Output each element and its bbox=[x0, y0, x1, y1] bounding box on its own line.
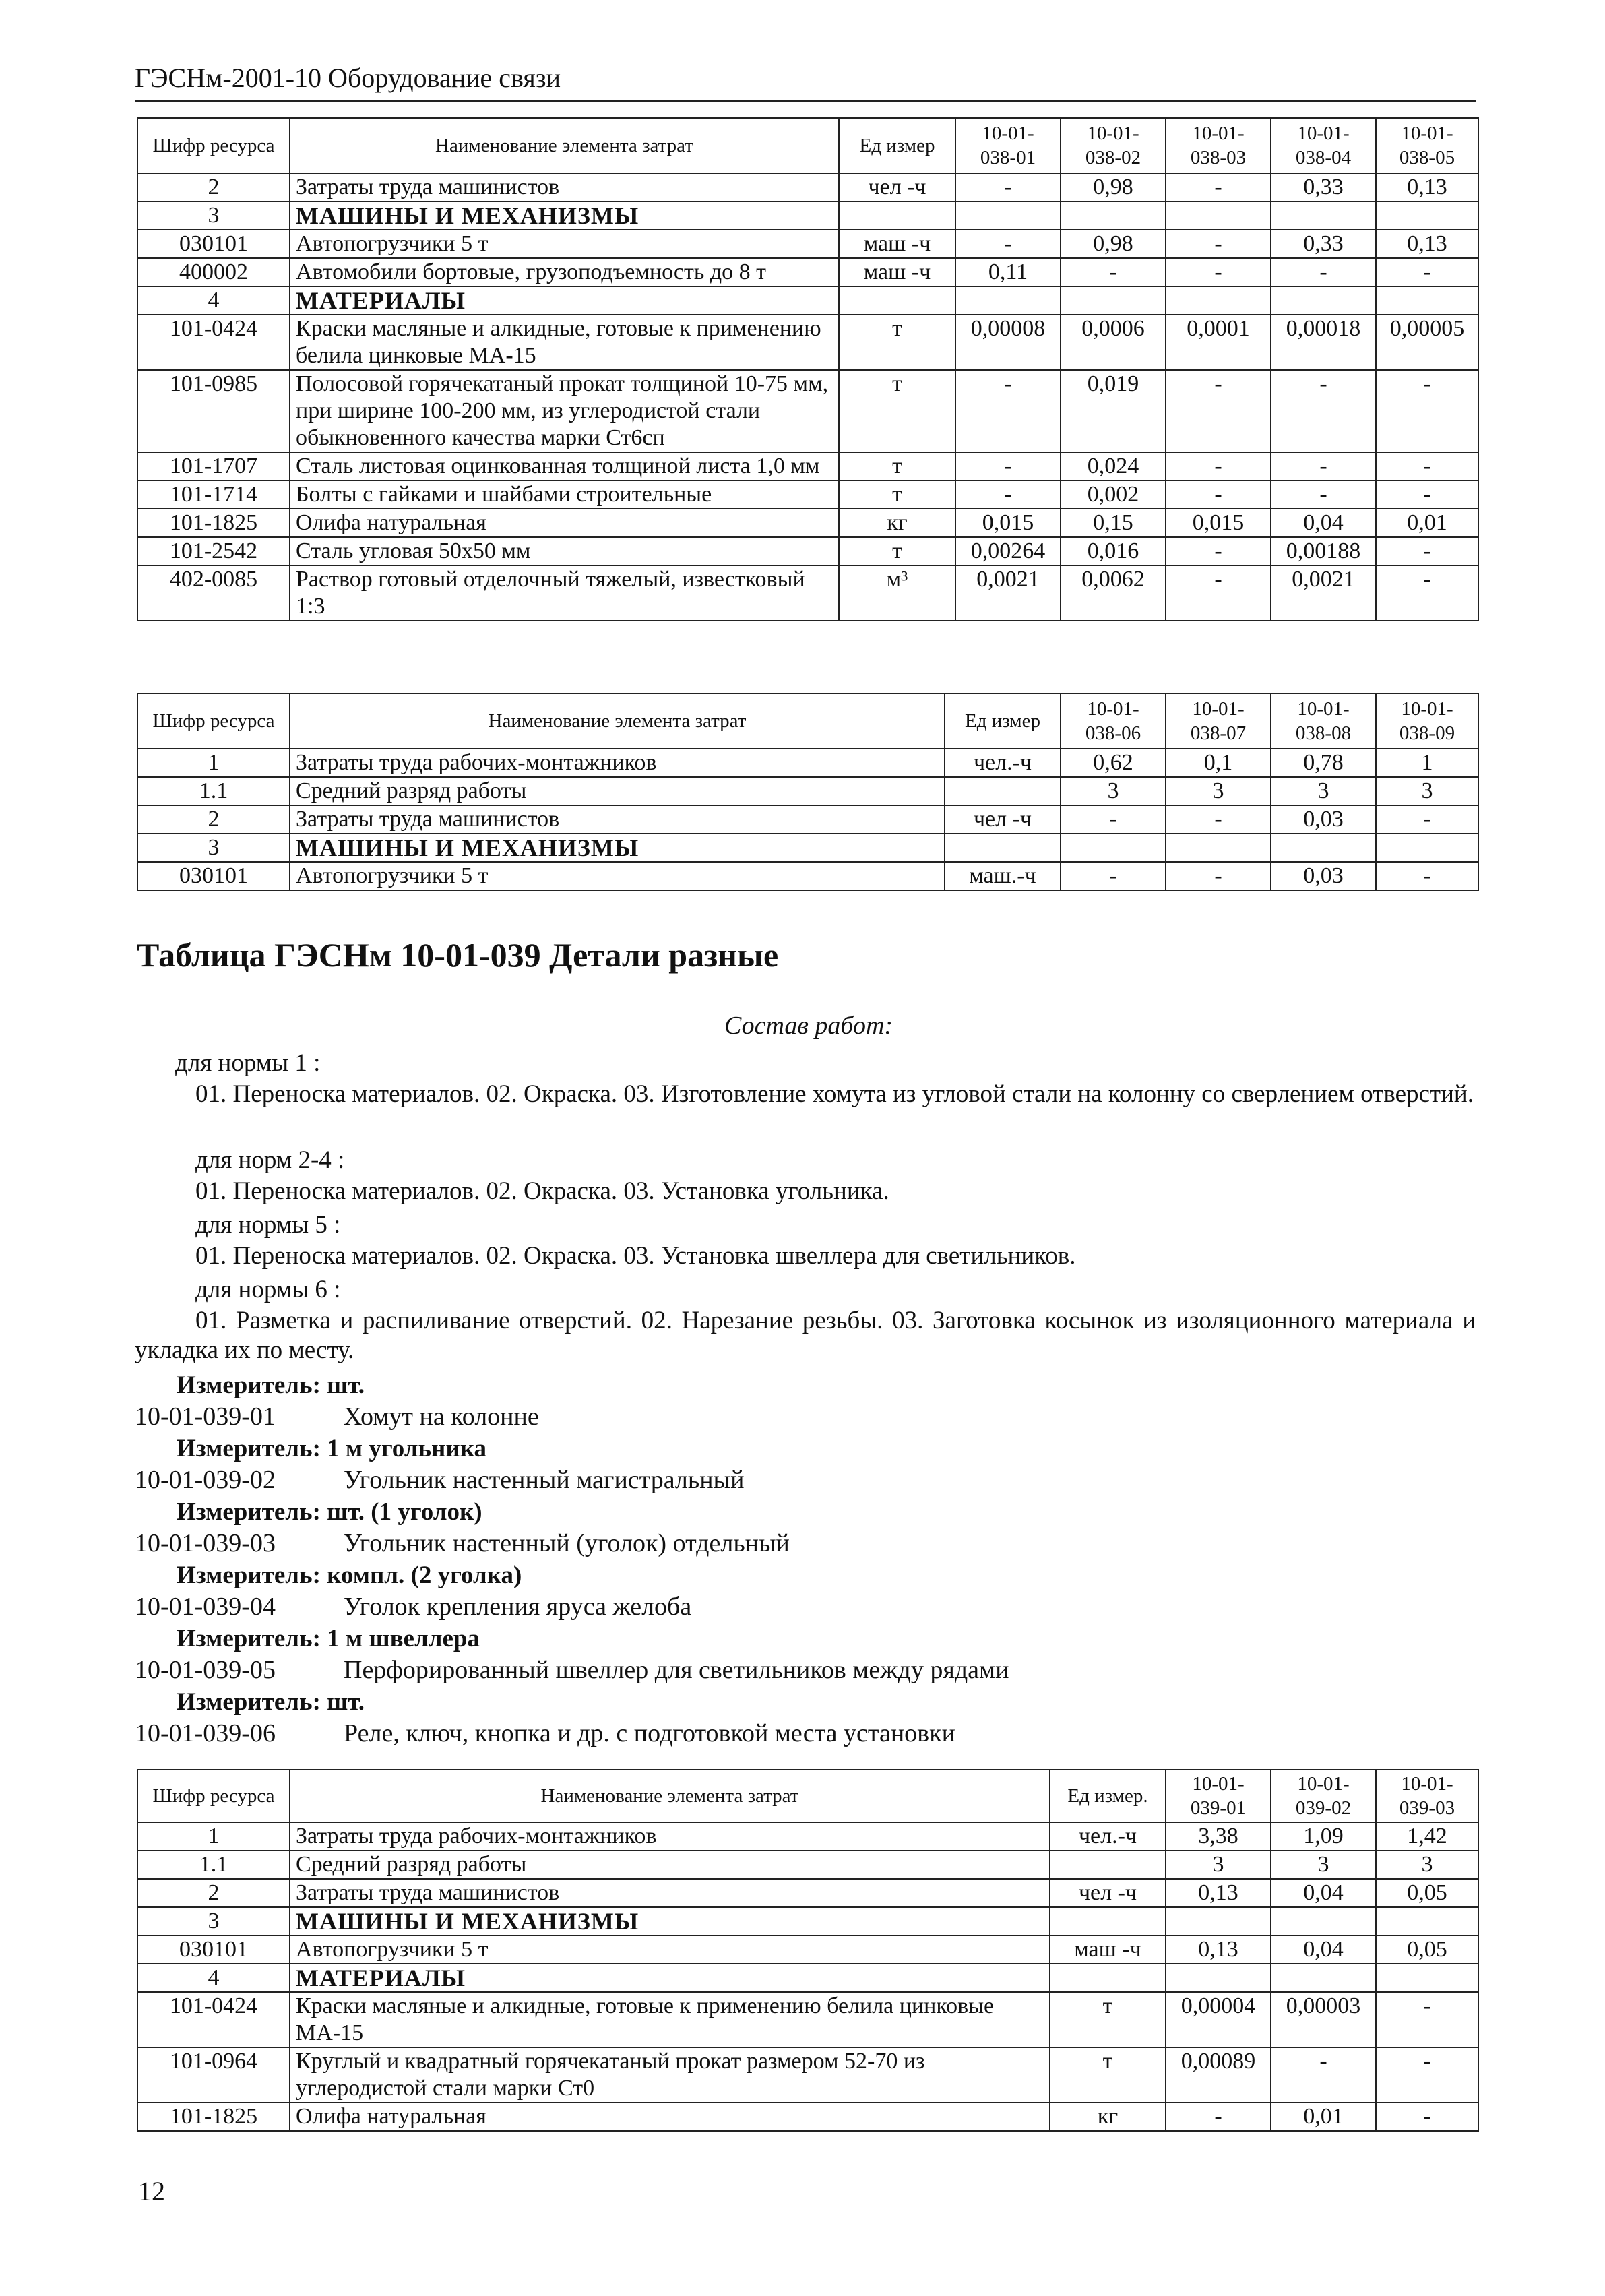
value-cell: 3 bbox=[1376, 777, 1478, 805]
resource-name: Автопогрузчики 5 т bbox=[290, 230, 839, 258]
column-header: Ед измер bbox=[945, 693, 1061, 749]
norm-name: Перфорированный швеллер для светильников между рядами bbox=[344, 1656, 1009, 1684]
value-cell: 0,05 bbox=[1376, 1935, 1478, 1964]
value-cell: 0,11 bbox=[955, 258, 1061, 286]
column-header: 10-01- 038-09 bbox=[1376, 693, 1478, 749]
value-cell bbox=[955, 201, 1061, 230]
resource-name: Круглый и квадратный горячекатаный прокат размером 52-70 из углеродистой стали марки Ст0 bbox=[290, 2047, 1050, 2103]
value-cell bbox=[1376, 286, 1478, 315]
resource-table-038-06-09 bbox=[137, 693, 1479, 891]
value-cell: 1,42 bbox=[1376, 1822, 1478, 1851]
norm-label: для нормы 1 : bbox=[175, 1049, 321, 1077]
unit-cell: маш -ч bbox=[839, 230, 955, 258]
value-cell: - bbox=[1166, 862, 1271, 890]
unit-cell: чел.-ч bbox=[945, 749, 1061, 777]
resource-table-038-01-05 bbox=[137, 117, 1479, 621]
unit-cell: чел -ч bbox=[839, 173, 955, 201]
value-cell: 0,0021 bbox=[1271, 565, 1376, 621]
unit-cell: т bbox=[839, 452, 955, 480]
table-row bbox=[137, 805, 1478, 834]
value-cell: - bbox=[1376, 565, 1478, 621]
resource-name: Краски масляные и алкидные, готовые к применению белила цинковые МА-15 bbox=[290, 315, 839, 370]
value-cell: 0,13 bbox=[1376, 173, 1478, 201]
value-cell: - bbox=[1376, 805, 1478, 834]
unit-cell: чел -ч bbox=[945, 805, 1061, 834]
value-cell: 0,00005 bbox=[1376, 315, 1478, 370]
measure-unit: Измеритель: компл. (2 уголка) bbox=[177, 1561, 522, 1589]
value-cell bbox=[1271, 1907, 1376, 1935]
section-heading: МАТЕРИАЛЫ bbox=[290, 1964, 1050, 1992]
value-cell: - bbox=[1271, 370, 1376, 452]
value-cell: - bbox=[1166, 565, 1271, 621]
measure-unit: Измеритель: шт. bbox=[177, 1371, 365, 1399]
value-cell: 0,002 bbox=[1061, 480, 1166, 509]
unit-cell: маш -ч bbox=[839, 258, 955, 286]
value-cell: 0,13 bbox=[1376, 230, 1478, 258]
value-cell: 0,03 bbox=[1271, 862, 1376, 890]
value-cell: 3 bbox=[1166, 777, 1271, 805]
resource-code: 1 bbox=[137, 749, 290, 777]
unit-cell bbox=[1050, 1964, 1166, 1992]
value-cell: 0,0006 bbox=[1061, 315, 1166, 370]
resource-name: Болты с гайками и шайбами строительные bbox=[290, 480, 839, 509]
measure-unit: Измеритель: шт. (1 уголок) bbox=[177, 1498, 482, 1526]
resource-name: Краски масляные и алкидные, готовые к применению белила цинковые МА-15 bbox=[290, 1992, 1050, 2047]
value-cell bbox=[1166, 286, 1271, 315]
norm-code: 10-01-039-05 bbox=[135, 1656, 276, 1684]
value-cell bbox=[1271, 201, 1376, 230]
unit-cell bbox=[945, 777, 1061, 805]
value-cell bbox=[1376, 834, 1478, 862]
column-header: Шифр ресурса bbox=[137, 1770, 290, 1822]
resource-code: 101-2542 bbox=[137, 537, 290, 565]
table-row bbox=[137, 1935, 1478, 1964]
norm-code: 10-01-039-02 bbox=[135, 1466, 276, 1494]
table-row bbox=[137, 173, 1478, 201]
value-cell: - bbox=[1376, 452, 1478, 480]
value-cell: 3 bbox=[1166, 1851, 1271, 1879]
value-cell: 0,98 bbox=[1061, 230, 1166, 258]
value-cell bbox=[1166, 201, 1271, 230]
value-cell: - bbox=[1376, 258, 1478, 286]
column-header: Наименование элемента затрат bbox=[290, 1770, 1050, 1822]
value-cell: 0,016 bbox=[1061, 537, 1166, 565]
value-cell: - bbox=[1166, 173, 1271, 201]
norm-name: Угольник настенный (уголок) отдельный bbox=[344, 1529, 790, 1557]
unit-cell: кг bbox=[839, 509, 955, 537]
header-row bbox=[137, 1770, 1478, 1822]
value-cell: 0,0062 bbox=[1061, 565, 1166, 621]
value-cell bbox=[1376, 1907, 1478, 1935]
resource-code: 3 bbox=[137, 1907, 290, 1935]
value-cell: 0,00188 bbox=[1271, 537, 1376, 565]
header-row bbox=[137, 693, 1478, 749]
column-header: Ед измер. bbox=[1050, 1770, 1166, 1822]
resource-code: 2 bbox=[137, 1879, 290, 1907]
column-header: 10-01- 038-02 bbox=[1061, 118, 1166, 173]
resource-name: Сталь листовая оцинкованная толщиной листа 1,0 мм bbox=[290, 452, 839, 480]
column-header: 10-01- 038-01 bbox=[955, 118, 1061, 173]
resource-name: Средний разряд работы bbox=[290, 777, 945, 805]
resource-name: Затраты труда рабочих-монтажников bbox=[290, 1822, 1050, 1851]
value-cell: 0,01 bbox=[1271, 2103, 1376, 2131]
resource-code: 030101 bbox=[137, 862, 290, 890]
value-cell: 0,00003 bbox=[1271, 1992, 1376, 2047]
value-cell: 0,024 bbox=[1061, 452, 1166, 480]
value-cell bbox=[1271, 286, 1376, 315]
measure-unit: Измеритель: 1 м швеллера bbox=[177, 1625, 480, 1652]
value-cell: 0,78 bbox=[1271, 749, 1376, 777]
value-cell: - bbox=[1166, 537, 1271, 565]
value-cell: - bbox=[1376, 2047, 1478, 2103]
norm-code: 10-01-039-03 bbox=[135, 1529, 276, 1557]
section-heading: МАШИНЫ И МЕХАНИЗМЫ bbox=[290, 1907, 1050, 1935]
unit-cell bbox=[1050, 1851, 1166, 1879]
resource-name: Затраты труда машинистов bbox=[290, 805, 945, 834]
table-row bbox=[137, 286, 1478, 315]
value-cell: 3 bbox=[1271, 777, 1376, 805]
value-cell: 0,00004 bbox=[1166, 1992, 1271, 2047]
value-cell: 0,13 bbox=[1166, 1879, 1271, 1907]
resource-name: Автопогрузчики 5 т bbox=[290, 862, 945, 890]
unit-cell: т bbox=[839, 480, 955, 509]
value-cell: - bbox=[1271, 258, 1376, 286]
table-row bbox=[137, 537, 1478, 565]
value-cell: 0,33 bbox=[1271, 173, 1376, 201]
value-cell: 0,1 bbox=[1166, 749, 1271, 777]
resource-code: 101-1825 bbox=[137, 509, 290, 537]
resource-name: Олифа натуральная bbox=[290, 2103, 1050, 2131]
table-row bbox=[137, 1822, 1478, 1851]
resource-name: Автопогрузчики 5 т bbox=[290, 1935, 1050, 1964]
value-cell: 0,01 bbox=[1376, 509, 1478, 537]
table-row bbox=[137, 1851, 1478, 1879]
resource-name: Затраты труда машинистов bbox=[290, 1879, 1050, 1907]
table-row bbox=[137, 862, 1478, 890]
resource-code: 101-1714 bbox=[137, 480, 290, 509]
resource-code: 2 bbox=[137, 805, 290, 834]
norm-code: 10-01-039-01 bbox=[135, 1402, 276, 1431]
resource-code: 030101 bbox=[137, 230, 290, 258]
value-cell: 0,04 bbox=[1271, 509, 1376, 537]
resource-name: Средний разряд работы bbox=[290, 1851, 1050, 1879]
work-description: 01. Переноска материалов. 02. Окраска. 03. Установка угольника. bbox=[195, 1177, 889, 1205]
column-header: Шифр ресурса bbox=[137, 693, 290, 749]
resource-code: 2 bbox=[137, 173, 290, 201]
value-cell: 0,05 bbox=[1376, 1879, 1478, 1907]
unit-cell: маш -ч bbox=[1050, 1935, 1166, 1964]
table-row bbox=[137, 1964, 1478, 1992]
column-header: Ед измер bbox=[839, 118, 955, 173]
resource-code: 101-1825 bbox=[137, 2103, 290, 2131]
unit-cell: т bbox=[839, 315, 955, 370]
unit-cell bbox=[839, 286, 955, 315]
value-cell: - bbox=[1061, 805, 1166, 834]
norm-name: Угольник настенный магистральный bbox=[344, 1466, 745, 1494]
measure-unit: Измеритель: шт. bbox=[177, 1688, 365, 1716]
value-cell: 0,15 bbox=[1061, 509, 1166, 537]
unit-cell: чел.-ч bbox=[1050, 1822, 1166, 1851]
resource-code: 1 bbox=[137, 1822, 290, 1851]
value-cell: 0,03 bbox=[1271, 805, 1376, 834]
value-cell: 0,015 bbox=[1166, 509, 1271, 537]
table-row bbox=[137, 777, 1478, 805]
value-cell: - bbox=[1166, 258, 1271, 286]
table-row bbox=[137, 2047, 1478, 2103]
column-header: 10-01- 038-04 bbox=[1271, 118, 1376, 173]
table-row bbox=[137, 370, 1478, 452]
work-description: 01. Переноска материалов. 02. Окраска. 03. Установка швеллера для светильников. bbox=[195, 1242, 1076, 1270]
table-row bbox=[137, 452, 1478, 480]
value-cell: - bbox=[1376, 480, 1478, 509]
unit-cell bbox=[839, 201, 955, 230]
value-cell: 0,00018 bbox=[1271, 315, 1376, 370]
value-cell: - bbox=[1166, 480, 1271, 509]
value-cell bbox=[1271, 834, 1376, 862]
resource-code: 400002 bbox=[137, 258, 290, 286]
resource-code: 402-0085 bbox=[137, 565, 290, 621]
unit-cell: кг bbox=[1050, 2103, 1166, 2131]
value-cell bbox=[1166, 1907, 1271, 1935]
table-row bbox=[137, 315, 1478, 370]
header-row bbox=[137, 118, 1478, 173]
table-row bbox=[137, 258, 1478, 286]
value-cell: 1,09 bbox=[1271, 1822, 1376, 1851]
value-cell: 0,04 bbox=[1271, 1879, 1376, 1907]
column-header: 10-01- 039-03 bbox=[1376, 1770, 1478, 1822]
value-cell: 0,33 bbox=[1271, 230, 1376, 258]
value-cell: 0,00008 bbox=[955, 315, 1061, 370]
table-row bbox=[137, 1992, 1478, 2047]
norm-label: для нормы 6 : bbox=[195, 1276, 341, 1303]
value-cell: - bbox=[1166, 452, 1271, 480]
resource-code: 3 bbox=[137, 201, 290, 230]
resource-name: Полосовой горячекатаный прокат толщиной 10-75 мм, при ширине 100-200 мм, из углеродистой стали обыкновенного качества марки Ст6сп bbox=[290, 370, 839, 452]
value-cell: - bbox=[1376, 862, 1478, 890]
resource-code: 1.1 bbox=[137, 777, 290, 805]
table-row bbox=[137, 1879, 1478, 1907]
value-cell: 0,00089 bbox=[1166, 2047, 1271, 2103]
unit-cell: т bbox=[839, 370, 955, 452]
value-cell: 0,015 bbox=[955, 509, 1061, 537]
value-cell: - bbox=[1376, 370, 1478, 452]
value-cell: - bbox=[1376, 2103, 1478, 2131]
norm-name: Реле, ключ, кнопка и др. с подготовкой места установки bbox=[344, 1719, 955, 1747]
value-cell: 3,38 bbox=[1166, 1822, 1271, 1851]
value-cell: 3 bbox=[1271, 1851, 1376, 1879]
resource-code: 3 bbox=[137, 834, 290, 862]
value-cell: 0,62 bbox=[1061, 749, 1166, 777]
column-header: Наименование элемента затрат bbox=[290, 693, 945, 749]
column-header: Наименование элемента затрат bbox=[290, 118, 839, 173]
unit-cell: м³ bbox=[839, 565, 955, 621]
value-cell bbox=[1061, 834, 1166, 862]
unit-cell bbox=[1050, 1907, 1166, 1935]
value-cell: - bbox=[1061, 862, 1166, 890]
section-heading: МАШИНЫ И МЕХАНИЗМЫ bbox=[290, 201, 839, 230]
value-cell: 1 bbox=[1376, 749, 1478, 777]
resource-name: Олифа натуральная bbox=[290, 509, 839, 537]
column-header: 10-01- 038-08 bbox=[1271, 693, 1376, 749]
table-row bbox=[137, 834, 1478, 862]
resource-name: Затраты труда машинистов bbox=[290, 173, 839, 201]
value-cell: - bbox=[1376, 1992, 1478, 2047]
table-row bbox=[137, 230, 1478, 258]
resource-code: 101-0424 bbox=[137, 315, 290, 370]
unit-cell: т bbox=[1050, 2047, 1166, 2103]
resource-code: 030101 bbox=[137, 1935, 290, 1964]
value-cell: - bbox=[1166, 230, 1271, 258]
table-row bbox=[137, 1907, 1478, 1935]
resource-code: 101-0985 bbox=[137, 370, 290, 452]
value-cell: 0,04 bbox=[1271, 1935, 1376, 1964]
resource-code: 101-0964 bbox=[137, 2047, 290, 2103]
value-cell: - bbox=[1166, 2103, 1271, 2131]
page-number: 12 bbox=[138, 2176, 165, 2206]
resource-name: Автомобили бортовые, грузоподъемность до 8 т bbox=[290, 258, 839, 286]
resource-code: 1.1 bbox=[137, 1851, 290, 1879]
value-cell: - bbox=[955, 452, 1061, 480]
value-cell: - bbox=[1166, 805, 1271, 834]
value-cell: 0,0001 bbox=[1166, 315, 1271, 370]
resource-table-039-01-03 bbox=[137, 1769, 1479, 2132]
unit-cell bbox=[945, 834, 1061, 862]
norm-label: для нормы 5 : bbox=[195, 1211, 341, 1239]
value-cell: 0,13 bbox=[1166, 1935, 1271, 1964]
column-header: 10-01- 038-07 bbox=[1166, 693, 1271, 749]
value-cell: - bbox=[955, 173, 1061, 201]
header-rule bbox=[135, 100, 1476, 102]
unit-cell: чел -ч bbox=[1050, 1879, 1166, 1907]
unit-cell: т bbox=[1050, 1992, 1166, 2047]
resource-code: 101-0424 bbox=[137, 1992, 290, 2047]
resource-code: 4 bbox=[137, 1964, 290, 1992]
value-cell: 0,019 bbox=[1061, 370, 1166, 452]
column-header: 10-01- 038-06 bbox=[1061, 693, 1166, 749]
column-header: 10-01- 038-03 bbox=[1166, 118, 1271, 173]
page-header: ГЭСНм-2001-10 Оборудование связи bbox=[135, 63, 561, 93]
section-heading: МАТЕРИАЛЫ bbox=[290, 286, 839, 315]
section-title: Таблица ГЭСНм 10-01-039 Детали разные bbox=[137, 936, 779, 974]
value-cell: - bbox=[955, 480, 1061, 509]
table-row bbox=[137, 480, 1478, 509]
resource-code: 4 bbox=[137, 286, 290, 315]
value-cell bbox=[1166, 1964, 1271, 1992]
value-cell: 0,98 bbox=[1061, 173, 1166, 201]
column-header: 10-01- 039-02 bbox=[1271, 1770, 1376, 1822]
norm-label: для норм 2-4 : bbox=[195, 1146, 345, 1174]
column-header: 10-01- 038-05 bbox=[1376, 118, 1478, 173]
table-row bbox=[137, 2103, 1478, 2131]
section-heading: МАШИНЫ И МЕХАНИЗМЫ bbox=[290, 834, 945, 862]
value-cell: - bbox=[955, 370, 1061, 452]
table-row bbox=[137, 509, 1478, 537]
resource-code: 101-1707 bbox=[137, 452, 290, 480]
value-cell: 3 bbox=[1061, 777, 1166, 805]
unit-cell: маш.-ч bbox=[945, 862, 1061, 890]
value-cell: - bbox=[1271, 452, 1376, 480]
resource-name: Раствор готовый отделочный тяжелый, известковый 1:3 bbox=[290, 565, 839, 621]
value-cell bbox=[1376, 1964, 1478, 1992]
value-cell: 0,00264 bbox=[955, 537, 1061, 565]
value-cell: 3 bbox=[1376, 1851, 1478, 1879]
work-description: 01. Разметка и распиливание отверстий. 02. Нарезание резьбы. 03. Заготовка косынок из изоляционного материала и укладка их по месту. bbox=[135, 1307, 1476, 1364]
value-cell: - bbox=[955, 230, 1061, 258]
value-cell: - bbox=[1271, 480, 1376, 509]
value-cell: - bbox=[1376, 537, 1478, 565]
value-cell bbox=[1271, 1964, 1376, 1992]
value-cell bbox=[1166, 834, 1271, 862]
column-header: Шифр ресурса bbox=[137, 118, 290, 173]
table-row bbox=[137, 565, 1478, 621]
value-cell: 0,0021 bbox=[955, 565, 1061, 621]
value-cell: - bbox=[1166, 370, 1271, 452]
value-cell bbox=[1061, 286, 1166, 315]
resource-name: Сталь угловая 50х50 мм bbox=[290, 537, 839, 565]
resource-name: Затраты труда рабочих-монтажников bbox=[290, 749, 945, 777]
norm-code: 10-01-039-06 bbox=[135, 1719, 276, 1747]
column-header: 10-01- 039-01 bbox=[1166, 1770, 1271, 1822]
value-cell: - bbox=[1061, 258, 1166, 286]
norm-name: Хомут на колонне bbox=[344, 1402, 539, 1431]
value-cell bbox=[1376, 201, 1478, 230]
value-cell bbox=[955, 286, 1061, 315]
unit-cell: т bbox=[839, 537, 955, 565]
measure-unit: Измеритель: 1 м угольника bbox=[177, 1435, 486, 1462]
norm-code: 10-01-039-04 bbox=[135, 1592, 276, 1621]
table-row bbox=[137, 201, 1478, 230]
value-cell bbox=[1061, 201, 1166, 230]
table-row bbox=[137, 749, 1478, 777]
work-composition-label: Состав работ: bbox=[724, 1012, 893, 1040]
value-cell: - bbox=[1271, 2047, 1376, 2103]
norm-name: Уголок крепления яруса желоба bbox=[344, 1592, 692, 1621]
work-description: 01. Переноска материалов. 02. Окраска. 03. Изготовление хомута из угловой стали на колонну со сверлением отверстий. bbox=[195, 1080, 1474, 1108]
